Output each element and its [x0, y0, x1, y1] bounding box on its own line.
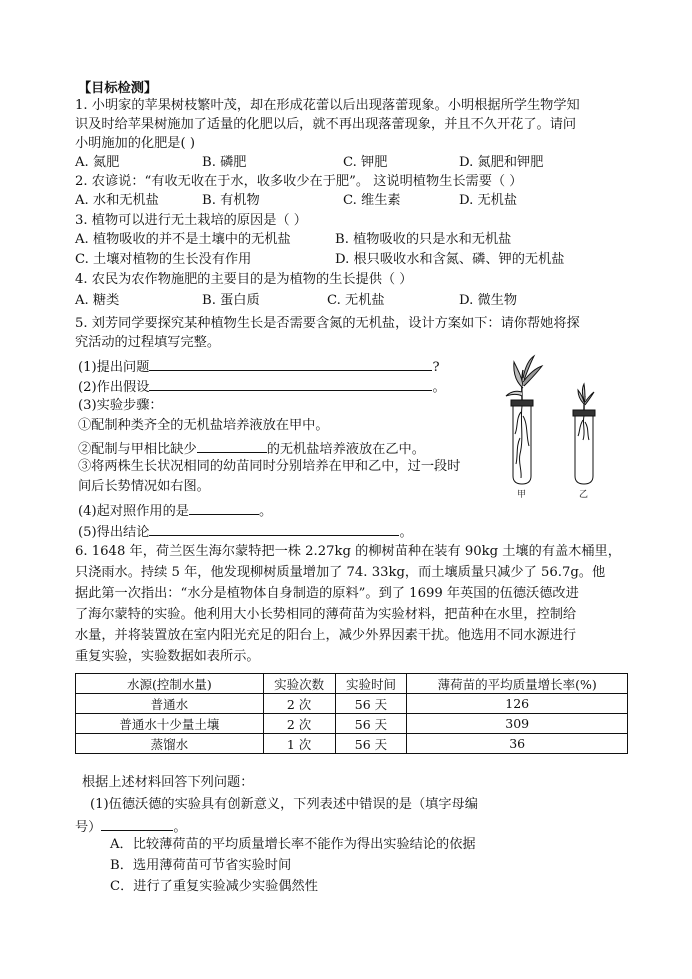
table-cell: 普通水十少量土壤: [76, 714, 264, 734]
table-header-cell: 实验次数: [263, 674, 335, 694]
q1-line-1: 1. 小明家的苹果树枝繁叶茂，却在形成花蕾以后出现落蕾现象。小明根据所学生物学知: [75, 98, 580, 113]
table-row: [76, 734, 628, 754]
q4-line-1: 4. 农民为农作物施肥的主要目的是为植物的生长提供（ ）: [75, 272, 413, 287]
q5-step-2: [78, 376, 446, 397]
table-header-cell: 水源(控制水量): [76, 674, 264, 694]
leaf-right-2: [585, 392, 594, 405]
table-cell: 普通水: [76, 694, 264, 714]
q2-options: [75, 192, 635, 210]
section-header: 【目标检测】: [78, 81, 158, 96]
q5-sub-3-a: ③将两株生长状况相同的幼苗同时分别培养在甲和乙中，过一段时: [78, 459, 461, 474]
q5-step-4-label: (4)起对照作用的是: [78, 504, 189, 519]
q5-step-1-label: (1)提出问题: [78, 360, 150, 375]
q6-line-1: 6. 1648 年，荷兰医生海尔蒙特把一株 2.27kg 的柳树苗种在装有 90kg 土壤的有盖木桶里，: [75, 544, 621, 559]
q6-sub-1-blank[interactable]: [101, 816, 173, 831]
q6-sub-1-option-b[interactable]: B．选用薄荷苗可节省实验时间: [110, 858, 292, 873]
q2-option-b[interactable]: B. 有机物: [202, 193, 260, 208]
q6-line-5: 水量，并将装置放在室内阳光充足的阳台上，减少外界因素干扰。他选用不同水源进行: [75, 628, 577, 643]
q1-options: [75, 154, 635, 172]
q1-line-3: 小明施加的化肥是( ): [75, 136, 195, 151]
q5-sub-2-blank[interactable]: [197, 438, 267, 453]
figure-label-jia: 甲: [517, 490, 527, 500]
q3-option-b[interactable]: B. 植物吸收的只是水和无机盐: [335, 232, 512, 247]
q2-line-1: 2. 农谚说：“有收无收在于水，收多收少在于肥”。 这说明植物生长需要（ ）: [75, 174, 523, 189]
q5-step-2-label: (2)作出假设: [78, 380, 150, 395]
q5-sub-2-text-a: ②配制与甲相比缺少: [78, 442, 197, 457]
q5-step-2-end: 。: [432, 380, 446, 395]
q5-step-3: (3)实验步骤：: [78, 398, 163, 413]
q5-step-1-end: ?: [432, 360, 440, 375]
q5-sub-3-b: 间后长势情况如右图。: [78, 479, 210, 494]
leaf-left-3: [506, 391, 522, 396]
q4-option-c[interactable]: C. 无机盐: [327, 293, 385, 308]
q6-sub-1-option-a[interactable]: A．比较薄荷苗的平均质量增长率不能作为得出实验结论的依据: [110, 837, 476, 852]
q6-line-2: 只浇雨水。持续 5 年，他发现柳树质量增加了 74. 33kg，而土壤质量只减少了 56.7g。他: [75, 565, 606, 580]
q5-step-5: [78, 521, 413, 542]
table-cell: 56 天: [335, 714, 407, 734]
table-cell: 1 次: [263, 734, 335, 754]
q6-sub-1-line-2: [75, 816, 187, 837]
q6-prompt: 根据上述材料回答下列问题：: [82, 775, 254, 790]
q3-option-a[interactable]: A. 植物吸收的并不是土壤中的无机盐: [75, 232, 291, 247]
q5-line-1: 5. 刘芳同学要探究某种植物生长是否需要含氮的无机盐，设计方案如下：请你帮她将探: [75, 316, 580, 331]
table-header-cell: 薄荷苗的平均质量增长率(%): [407, 674, 628, 694]
q6-sub-1-end: 。: [173, 820, 187, 835]
q6-sub-1-label: 号）: [75, 820, 102, 835]
q5-step-5-end: 。: [399, 525, 413, 540]
table-cell: 2 次: [263, 694, 335, 714]
tube-right-stopper: [573, 410, 595, 416]
q4-option-a[interactable]: A. 糖类: [75, 293, 120, 308]
table-cell: 36: [407, 734, 628, 754]
root-right-2: [578, 420, 583, 436]
root-left-1: [519, 406, 522, 478]
q3-options-row-2: [75, 251, 635, 269]
q1-option-a[interactable]: A. 氮肥: [75, 155, 120, 170]
root-right-3: [585, 422, 589, 440]
tube-left-stopper: [511, 400, 533, 406]
seedling-figure: [498, 352, 610, 500]
q6-line-6: 重复实验，实验数据如表所示。: [75, 649, 260, 664]
q1-option-b[interactable]: B. 磷肥: [202, 155, 247, 170]
figure-label-yi: 乙: [579, 490, 589, 500]
q6-sub-1-line-1: (1)伍德沃德的实验具有创新意义，下列表述中错误的是（填字母编: [90, 797, 478, 812]
q1-option-c[interactable]: C. 钾肥: [343, 155, 388, 170]
q6-sub-1-option-c[interactable]: C．进行了重复实验减少实验偶然性: [110, 879, 318, 894]
table-cell: 126: [407, 694, 628, 714]
root-right-1: [583, 416, 584, 440]
q3-option-c[interactable]: C. 土壤对植物的生长没有作用: [75, 252, 252, 267]
table-row: [76, 694, 628, 714]
q4-option-b[interactable]: B. 蛋白质: [202, 293, 260, 308]
root-left-3: [523, 416, 529, 446]
table-cell: 56 天: [335, 734, 407, 754]
q5-line-2: 究活动的过程填写完整。: [75, 335, 221, 350]
q2-option-c[interactable]: C. 维生素: [343, 193, 401, 208]
q5-sub-1: ①配制种类齐全的无机盐培养液放在甲中。: [78, 418, 329, 433]
q2-option-d[interactable]: D. 无机盐: [459, 193, 518, 208]
table-cell: 蒸馏水: [76, 734, 264, 754]
q4-option-d[interactable]: D. 微生物: [459, 293, 518, 308]
q6-line-3: 据此第一次指出：“水分是植物体自身制造的原料”。到了 1699 年英国的伍德沃德改进: [75, 586, 579, 601]
q2-option-a[interactable]: A. 水和无机盐: [75, 193, 159, 208]
table-cell: 56 天: [335, 694, 407, 714]
root-left-2: [515, 412, 521, 434]
q3-line-1: 3. 植物可以进行无土栽培的原因是（ ）: [75, 213, 307, 228]
q3-options-row-1: [75, 231, 635, 249]
q5-step-5-label: (5)得出结论: [78, 525, 150, 540]
q1-line-2: 识及时给苹果树施加了适量的化肥以后，就不再出现落蕾现象，并且不久开花了。请问: [75, 117, 577, 132]
q5-step-1-blank[interactable]: [149, 356, 432, 371]
table-cell: 309: [407, 714, 628, 734]
q1-option-d[interactable]: D. 氮肥和钾肥: [459, 155, 544, 170]
q5-sub-2: [78, 438, 425, 459]
q5-step-5-blank[interactable]: [149, 521, 399, 536]
q5-step-1: [78, 356, 440, 377]
seedling-tubes-illustration: [498, 352, 610, 500]
q6-line-4: 了海尔蒙特的实验。他利用大小长势相同的薄荷苗为实验材料，把苗种在水里，控制给: [75, 607, 577, 622]
leaf-right-3: [583, 384, 586, 400]
q4-options: [75, 292, 635, 310]
q5-step-4: [78, 500, 272, 521]
q3-option-d[interactable]: D. 根只吸收水和含氮、磷、钾的无机盐: [335, 252, 565, 267]
experiment-data-table: [75, 673, 628, 754]
table-cell: 2 次: [263, 714, 335, 734]
table-header-row: [76, 674, 628, 694]
q5-sub-2-text-b: 的无机盐培养液放在乙中。: [266, 442, 425, 457]
table-header-cell: 实验时间: [335, 674, 407, 694]
q5-step-4-end: 。: [259, 504, 273, 519]
table-row: [76, 714, 628, 734]
q5-step-2-blank[interactable]: [149, 376, 432, 391]
q5-step-4-blank[interactable]: [189, 500, 259, 515]
